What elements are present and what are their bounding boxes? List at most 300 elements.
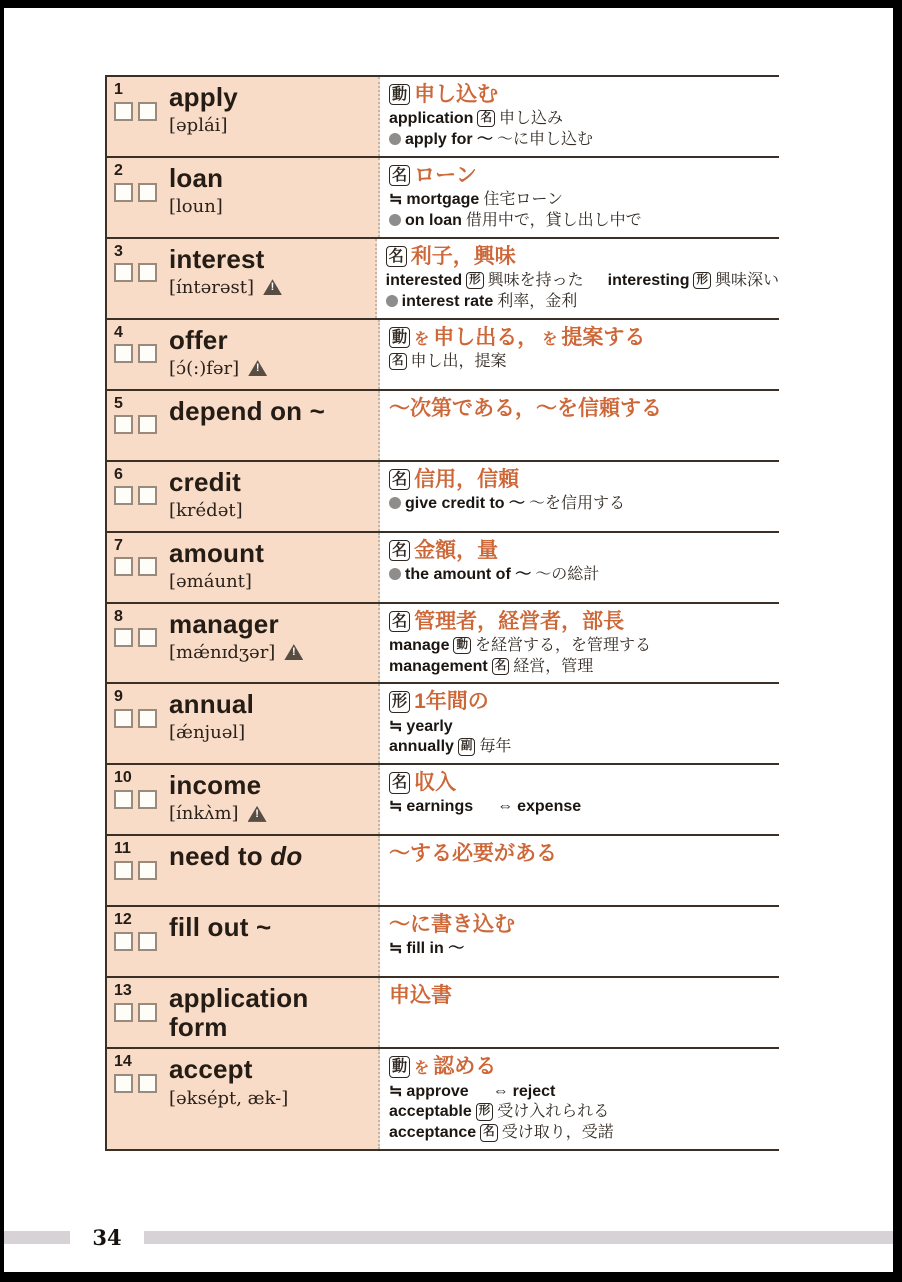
pos-badge: 動 <box>389 84 410 105</box>
vocab-row <box>107 978 779 1049</box>
text-segment: 申し込む <box>414 83 499 106</box>
entry-number: 8 <box>114 607 123 625</box>
text-segment: 興味を持った <box>487 271 584 289</box>
definition-sub-line <box>389 939 779 960</box>
entry-number: 7 <box>114 536 123 554</box>
headword-block <box>169 538 374 597</box>
pos-badge: 形 <box>389 691 410 712</box>
footer-bar-right <box>144 1231 893 1244</box>
entry-number: 12 <box>114 911 132 929</box>
text-segment: interested <box>385 271 463 289</box>
review-checkbox[interactable] <box>138 861 157 880</box>
number-and-checkboxes <box>114 82 169 151</box>
review-checkbox[interactable] <box>138 263 157 282</box>
headword <box>169 610 374 639</box>
definition-cell <box>380 836 779 905</box>
warning-icon <box>248 360 267 376</box>
headword-block <box>169 1054 374 1144</box>
pos-badge: 名 <box>389 772 410 793</box>
text-segment: 認める <box>433 1055 497 1079</box>
headword <box>169 326 374 355</box>
text-segment: reject <box>512 1082 556 1100</box>
pronunciation: [krédət] <box>169 499 243 521</box>
text-segment: earnings <box>406 798 474 816</box>
headword <box>169 842 374 871</box>
pos-badge: 名 <box>389 469 410 490</box>
headword-block <box>169 82 374 151</box>
vocab-row <box>107 239 779 320</box>
checkbox-group <box>114 1003 169 1022</box>
pronunciation: [ɔ́(:)fər] <box>169 357 240 379</box>
checkbox-group <box>114 1074 169 1093</box>
definition-cell <box>380 684 779 763</box>
headword-part: need to <box>169 841 271 872</box>
headword-block <box>169 983 374 1042</box>
vocab-row <box>107 604 779 685</box>
headword-part: amount <box>169 537 265 568</box>
entry-number: 13 <box>114 982 132 1000</box>
vocab-row <box>107 907 779 978</box>
pronunciation-line <box>169 500 374 521</box>
text-segment: interest rate <box>401 292 494 310</box>
number-and-checkboxes <box>114 983 169 1042</box>
headword-part: application form <box>169 983 309 1043</box>
footer-bar-left <box>4 1231 70 1244</box>
text-segment: ～次第である，～を信頼する <box>389 396 662 420</box>
definition-main-line <box>389 912 779 938</box>
pos-badge: 動 <box>389 327 410 348</box>
text-segment: ～の総計 <box>535 565 600 583</box>
definition-sub-line <box>386 271 779 292</box>
definition-main-line <box>389 396 779 422</box>
review-checkbox[interactable] <box>138 790 157 809</box>
definition-main-line <box>389 841 779 867</box>
definition-cell <box>380 604 779 683</box>
text-segment: 収入 <box>414 771 457 795</box>
entry-number: 2 <box>114 161 123 179</box>
pronunciation: [loun] <box>169 195 223 217</box>
headword-part: offer <box>169 324 228 355</box>
number-and-checkboxes <box>114 467 169 526</box>
definition-cell <box>380 1049 779 1149</box>
definition-sub-line <box>386 292 779 313</box>
headword-block <box>169 325 374 384</box>
entry-number: 5 <box>114 394 123 412</box>
text-segment: 受け取り，受諾 <box>501 1124 614 1142</box>
text-segment: management <box>389 657 488 675</box>
warning-icon <box>263 279 282 295</box>
checkbox-group <box>114 932 169 951</box>
headword-part: interest <box>169 243 265 274</box>
vocab-table <box>105 75 779 1151</box>
pronunciation-line <box>169 642 374 663</box>
review-checkbox[interactable] <box>114 932 133 951</box>
definition-sub-line <box>389 636 779 657</box>
definition-sub-line <box>389 109 779 130</box>
pos-badge: 動 <box>453 637 471 654</box>
definition-cell <box>380 320 779 389</box>
pos-badge: 名 <box>477 110 495 127</box>
text-segment: approve <box>406 1082 469 1100</box>
review-checkbox[interactable] <box>114 263 133 282</box>
number-and-checkboxes <box>114 325 169 384</box>
word-cell <box>107 836 380 905</box>
pronunciation-line <box>169 277 371 298</box>
checkbox-group <box>114 486 169 505</box>
definition-cell <box>380 391 779 460</box>
review-checkbox[interactable] <box>138 709 157 728</box>
text-segment: manage <box>389 636 450 654</box>
headword-block <box>169 689 374 758</box>
review-checkbox[interactable] <box>114 628 133 647</box>
relation-symbol: ≒ <box>389 798 403 816</box>
definition-sub-line <box>389 737 779 758</box>
definition-sub-line <box>389 494 779 515</box>
text-segment: on loan <box>405 211 462 229</box>
word-cell <box>107 533 380 602</box>
headword-block <box>169 163 374 232</box>
text-segment: interesting <box>607 271 690 289</box>
text-segment: 住宅ローン <box>483 191 564 209</box>
number-and-checkboxes <box>114 538 169 597</box>
pronunciation: [mǽnɪdʒər] <box>169 641 276 663</box>
bullet-icon <box>389 568 401 580</box>
definition-sub-line <box>389 211 779 232</box>
text-segment: the amount of ～ <box>405 565 532 583</box>
headword <box>169 690 374 719</box>
pronunciation: [ǽnjuəl] <box>169 722 246 744</box>
headword-part: fill out ~ <box>169 912 272 943</box>
text-segment: apply for ～ <box>405 131 494 149</box>
text-segment: 利率，金利 <box>497 292 578 310</box>
pronunciation-line <box>169 1088 374 1109</box>
text-segment: yearly <box>406 717 453 735</box>
relation-symbol: ⇔ <box>497 798 514 816</box>
text-segment: fill in ～ <box>406 940 465 958</box>
entry-number: 1 <box>114 81 123 98</box>
definition-main-line <box>389 1054 779 1080</box>
headword-block <box>169 244 371 313</box>
review-checkbox[interactable] <box>114 1003 133 1022</box>
number-and-checkboxes <box>114 689 169 758</box>
pronunciation: [əksépt, æk-] <box>169 1087 289 1109</box>
checkbox-group <box>114 790 169 809</box>
definition-sub-line <box>389 1082 779 1103</box>
review-checkbox[interactable] <box>138 557 157 576</box>
definition-main-line <box>389 325 779 351</box>
review-checkbox[interactable] <box>138 102 157 121</box>
number-and-checkboxes <box>114 244 169 313</box>
number-and-checkboxes <box>114 396 169 455</box>
checkbox-group <box>114 628 169 647</box>
headword <box>169 397 374 426</box>
pronunciation-line <box>169 196 374 217</box>
text-segment: 申し込み <box>498 110 563 128</box>
text-segment: 1年間の <box>414 690 489 714</box>
number-and-checkboxes <box>114 912 169 971</box>
headword-part: accept <box>169 1054 253 1085</box>
pronunciation-line <box>169 722 374 743</box>
text-segment: acceptable <box>389 1103 472 1121</box>
definition-cell <box>377 239 779 318</box>
definition-sub-line <box>389 1123 779 1144</box>
text-segment: 申し出，提案 <box>410 352 507 370</box>
pronunciation-line <box>169 571 374 592</box>
vocab-row <box>107 1049 779 1151</box>
review-checkbox[interactable] <box>114 790 133 809</box>
headword-block <box>169 396 374 455</box>
bullet-icon <box>389 133 401 145</box>
checkbox-group <box>114 183 169 202</box>
word-cell <box>107 907 380 976</box>
definition-cell <box>380 158 779 237</box>
definition-cell <box>380 77 779 156</box>
text-segment: acceptance <box>389 1124 477 1142</box>
text-segment: mortgage <box>406 191 480 209</box>
text-segment: ローン <box>414 163 477 187</box>
headword-part: manager <box>169 608 279 639</box>
number-and-checkboxes <box>114 609 169 678</box>
number-and-checkboxes <box>114 163 169 232</box>
definition-main-line <box>389 689 779 715</box>
text-segment: 利子，興味 <box>410 244 516 268</box>
review-checkbox[interactable] <box>114 486 133 505</box>
review-checkbox[interactable] <box>114 1074 133 1093</box>
entry-number: 3 <box>114 242 123 260</box>
pos-badge: 名 <box>389 611 410 632</box>
text-segment: を経営する，を管理する <box>474 636 651 654</box>
definition-main-line <box>389 609 779 635</box>
number-and-checkboxes <box>114 1054 169 1144</box>
checkbox-group <box>114 415 169 434</box>
checkbox-group <box>114 557 169 576</box>
definition-main-line <box>389 82 779 108</box>
definition-sub-line <box>389 797 779 818</box>
review-checkbox[interactable] <box>114 102 133 121</box>
bullet-icon <box>389 497 401 509</box>
pos-badge: 形 <box>476 1103 494 1120</box>
definition-cell <box>380 533 779 602</box>
review-checkbox[interactable] <box>138 415 157 434</box>
text-segment: 毎年 <box>479 738 512 756</box>
entry-number: 4 <box>114 323 123 341</box>
headword-block <box>169 770 374 829</box>
text-segment: を <box>414 330 430 348</box>
word-cell <box>107 765 380 834</box>
definition-main-line <box>389 163 779 189</box>
review-checkbox[interactable] <box>114 183 133 202</box>
text-segment: を <box>542 330 558 348</box>
word-cell <box>107 391 380 460</box>
text-segment: 信用，信頼 <box>414 467 520 491</box>
headword-part: apply <box>169 82 238 112</box>
page-footer <box>4 1224 893 1250</box>
review-checkbox[interactable] <box>114 415 133 434</box>
pos-badge: 名 <box>389 540 410 561</box>
headword-block <box>169 912 374 971</box>
headword-block <box>169 841 374 900</box>
pronunciation: [əmáunt] <box>169 570 252 592</box>
number-and-checkboxes <box>114 841 169 900</box>
review-checkbox[interactable] <box>114 344 133 363</box>
relation-symbol: ≒ <box>389 717 403 735</box>
headword <box>169 164 374 193</box>
pronunciation-line <box>169 115 374 136</box>
definition-main-line <box>389 538 779 564</box>
text-segment: 申込書 <box>389 984 452 1008</box>
checkbox-group <box>114 102 169 121</box>
text-segment: 金額，量 <box>414 538 499 562</box>
review-checkbox[interactable] <box>114 709 133 728</box>
pos-badge: 形 <box>693 272 711 289</box>
pos-badge: 名 <box>492 658 510 675</box>
word-cell <box>107 158 380 237</box>
definition-sub-line <box>389 657 779 678</box>
checkbox-group <box>114 709 169 728</box>
warning-icon <box>248 806 267 822</box>
headword-part: annual <box>169 689 254 720</box>
relation-symbol: ⇔ <box>492 1082 509 1100</box>
entry-number: 14 <box>114 1053 132 1071</box>
page-number: 34 <box>92 1224 122 1250</box>
text-segment: ～に書き込む <box>389 913 515 937</box>
entry-number: 10 <box>114 769 132 787</box>
vocab-row <box>107 158 779 239</box>
text-segment: 提案する <box>561 325 646 349</box>
pronunciation: [íntərəst] <box>169 276 255 298</box>
word-cell <box>107 604 380 683</box>
headword <box>169 984 374 1042</box>
text-segment: expense <box>517 798 582 816</box>
relation-symbol: ≒ <box>389 940 403 958</box>
review-checkbox[interactable] <box>114 557 133 576</box>
relation-symbol: ≒ <box>389 1082 403 1100</box>
review-checkbox[interactable] <box>138 1003 157 1022</box>
pronunciation-line <box>169 358 374 379</box>
entry-number: 9 <box>114 688 123 706</box>
vocab-row <box>107 391 779 462</box>
pronunciation: [əplái] <box>169 115 228 137</box>
pos-badge: 副 <box>458 738 476 755</box>
word-cell <box>107 978 380 1047</box>
text-segment: application <box>389 110 474 128</box>
pos-badge: 名 <box>480 1124 498 1141</box>
headword-block <box>169 467 374 526</box>
pos-badge: 形 <box>466 272 484 289</box>
headword <box>169 468 374 497</box>
pos-badge: 名 <box>389 165 410 186</box>
definition-sub-line <box>389 1102 779 1123</box>
vocab-row <box>107 533 779 604</box>
definition-sub-line <box>389 565 779 586</box>
headword <box>169 913 374 942</box>
pos-badge: 名 <box>386 246 407 267</box>
definition-sub-line <box>389 130 779 151</box>
text-segment: ～を信用する <box>529 494 626 512</box>
entry-number: 6 <box>114 465 123 483</box>
definition-cell <box>380 765 779 834</box>
vocab-row <box>107 684 779 765</box>
text-segment: annually <box>389 738 454 756</box>
text-segment: を <box>414 1060 430 1078</box>
text-segment: 申し出る， <box>433 325 539 349</box>
vocab-row <box>107 462 779 533</box>
headword-block <box>169 609 374 678</box>
review-checkbox[interactable] <box>138 628 157 647</box>
warning-icon <box>284 644 303 660</box>
definition-cell <box>380 462 779 531</box>
review-checkbox[interactable] <box>114 861 133 880</box>
relation-symbol: ≒ <box>389 191 403 209</box>
headword <box>169 539 374 568</box>
review-checkbox[interactable] <box>138 1074 157 1093</box>
vocab-row <box>107 77 779 158</box>
bullet-icon <box>389 214 401 226</box>
entry-number: 11 <box>114 840 131 858</box>
review-checkbox[interactable] <box>138 486 157 505</box>
definition-main-line <box>386 244 779 270</box>
text-segment: 借用中で，貸し出し中で <box>465 211 642 229</box>
headword-part: credit <box>169 466 242 497</box>
headword <box>169 1055 374 1084</box>
vocab-row <box>107 836 779 907</box>
definition-main-line <box>389 467 779 493</box>
text-segment: give credit to ～ <box>405 494 526 512</box>
definition-sub-line <box>389 190 779 211</box>
word-cell <box>107 684 380 763</box>
word-cell <box>107 1049 380 1149</box>
definition-cell <box>380 907 779 976</box>
review-checkbox[interactable] <box>138 344 157 363</box>
pos-badge: 名 <box>389 353 407 370</box>
definition-sub-line <box>389 352 779 373</box>
pronunciation: [ínkʌ̀m] <box>169 803 239 825</box>
definition-cell <box>380 978 779 1047</box>
definition-main-line <box>389 770 779 796</box>
checkbox-group <box>114 263 169 282</box>
headword-part: income <box>169 770 262 801</box>
review-checkbox[interactable] <box>138 932 157 951</box>
headword-part: loan <box>169 162 224 193</box>
vocab-row <box>107 320 779 391</box>
headword <box>169 83 374 112</box>
definition-sub-line <box>389 717 779 738</box>
text-segment: 管理者，経営者，部長 <box>414 609 625 633</box>
checkbox-group <box>114 861 169 880</box>
review-checkbox[interactable] <box>138 183 157 202</box>
word-cell <box>107 77 380 156</box>
headword-part: depend on ~ <box>169 395 326 426</box>
definition-main-line <box>389 983 779 1009</box>
text-segment: 受け入れられる <box>497 1103 610 1121</box>
headword <box>169 771 374 800</box>
text-segment: ～する必要がある <box>389 842 557 866</box>
headword <box>169 245 371 274</box>
bullet-icon <box>386 295 398 307</box>
number-and-checkboxes <box>114 770 169 829</box>
text-segment: ～に申し込む <box>497 131 594 149</box>
vocab-row <box>107 765 779 836</box>
checkbox-group <box>114 344 169 363</box>
word-cell <box>107 462 380 531</box>
text-segment: 経営，管理 <box>513 657 594 675</box>
headword-part: do <box>270 841 303 872</box>
pronunciation-line <box>169 803 374 824</box>
word-cell <box>107 320 380 389</box>
pos-badge: 動 <box>389 1056 410 1077</box>
text-segment: 興味深い <box>714 271 779 289</box>
word-cell <box>107 239 377 318</box>
